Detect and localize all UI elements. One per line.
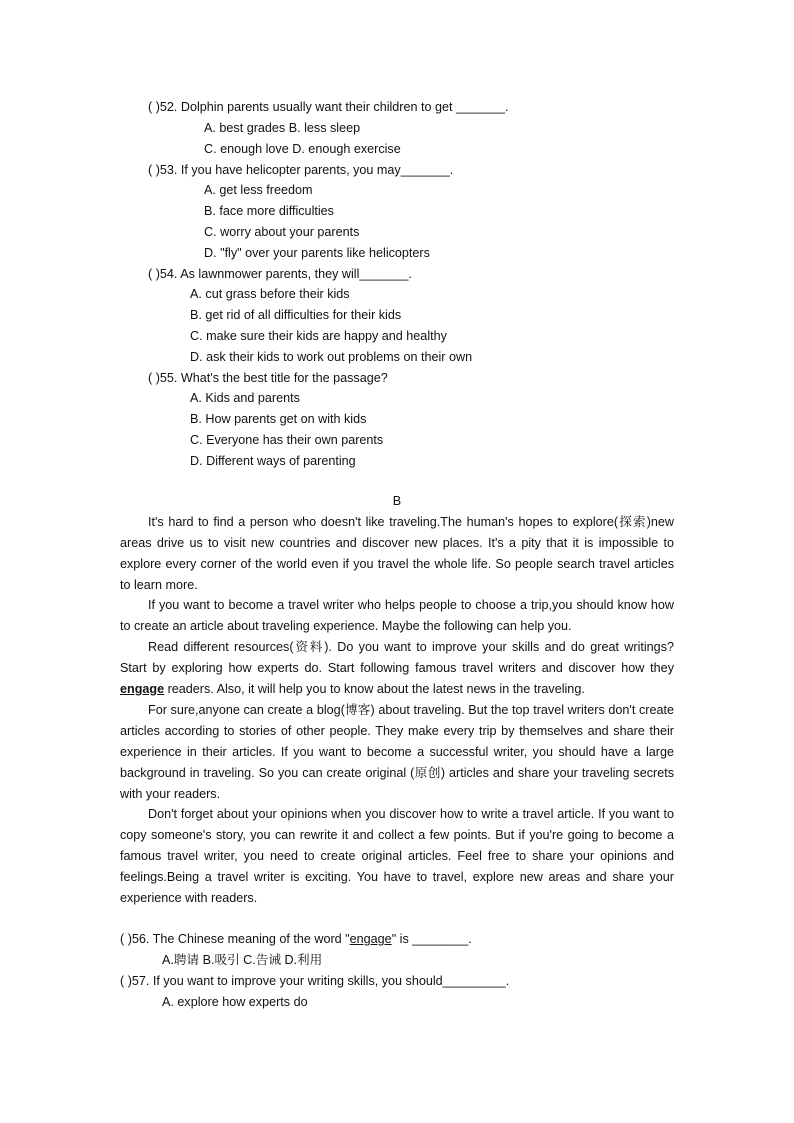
q56-stem-word: engage: [349, 932, 392, 946]
q55-option-c: C. Everyone has their own parents: [190, 433, 384, 447]
q53-option-b: B. face more difficulties: [204, 204, 334, 218]
passage-paragraph-4: For sure,anyone can create a blog(博客) about traveling. But the top travel writers don't create articles according to stories of other people. They make every trip by themselves and share their experience in their articles. If you want to become a successful writer, you should have a large background in traveling. So you can create original (原创) articles and share your traveling secrets with your readers.: [120, 703, 674, 801]
q56-options: A.聘请 B.吸引 C.告诫 D.利用: [162, 953, 323, 967]
passage-paragraph-2: If you want to become a travel writer who helps people to choose a trip,you should know how to create an article about traveling experience. Maybe the following can help you.: [120, 598, 674, 633]
q53-option-c: C. worry about your parents: [204, 225, 360, 239]
q53-option-a: A. get less freedom: [204, 183, 313, 197]
q53-option-d: D. "fly" over your parents like helicopters: [204, 246, 430, 260]
q56-stem-after: " is ________.: [391, 932, 472, 946]
q54-option-c: C. make sure their kids are happy and healthy: [190, 329, 447, 343]
q56-stem: [120, 931, 472, 947]
p3-text-before: Read different resources(资料). Do you want to improve your skills and do great writings? Start by exploring how experts do. Start following famous travel writers and discover how they: [120, 640, 674, 675]
engage-word: engage: [120, 681, 165, 696]
section-heading: B: [392, 494, 402, 508]
p3-text-after: readers. Also, it will help you to know about the latest news in the traveling.: [164, 681, 585, 696]
q55-stem: ( )55. What's the best title for the passage?: [148, 371, 388, 385]
q53-stem: ( )53. If you have helicopter parents, you may_______.: [148, 163, 454, 177]
q55-option-a: A. Kids and parents: [190, 391, 300, 405]
q54-option-b: B. get rid of all difficulties for their kids: [190, 308, 402, 322]
q56-stem-before: ( )56. The Chinese meaning of the word ": [120, 932, 350, 946]
q54-stem: ( )54. As lawnmower parents, they will_______.: [148, 267, 412, 281]
q52-options-ab: A. best grades B. less sleep: [204, 121, 361, 135]
passage-paragraph-3: [120, 637, 674, 700]
q54-option-d: D. ask their kids to work out problems on their own: [190, 350, 473, 364]
passage-paragraph-1: It's hard to find a person who doesn't like traveling.The human's hopes to explore(探索)new areas drive us to visit new countries and discover new places. It's a pity that it is impossible to explore every corner of the world even if you travel the whole life. So people search travel articles to learn more.: [120, 515, 674, 592]
q57-option-a: A. explore how experts do: [162, 995, 308, 1009]
q55-option-b: B. How parents get on with kids: [190, 412, 367, 426]
q57-stem: ( )57. If you want to improve your writing skills, you should_________.: [120, 974, 510, 988]
q55-option-d: D. Different ways of parenting: [190, 454, 356, 468]
q52-stem: ( )52. Dolphin parents usually want their children to get _______.: [148, 100, 509, 114]
q52-options-cd: C. enough love D. enough exercise: [204, 142, 401, 156]
passage-paragraph-5: Don't forget about your opinions when you discover how to write a travel article. If you want to copy someone's story, you can rewrite it and collect a few points. But if you're going to become a famous travel writer, you need to create original articles. Feel free to share your opinions and feelings.Being a travel writer is exciting. You have to travel, explore new areas and share your experience with readers.: [120, 807, 674, 905]
q54-option-a: A. cut grass before their kids: [190, 287, 350, 301]
